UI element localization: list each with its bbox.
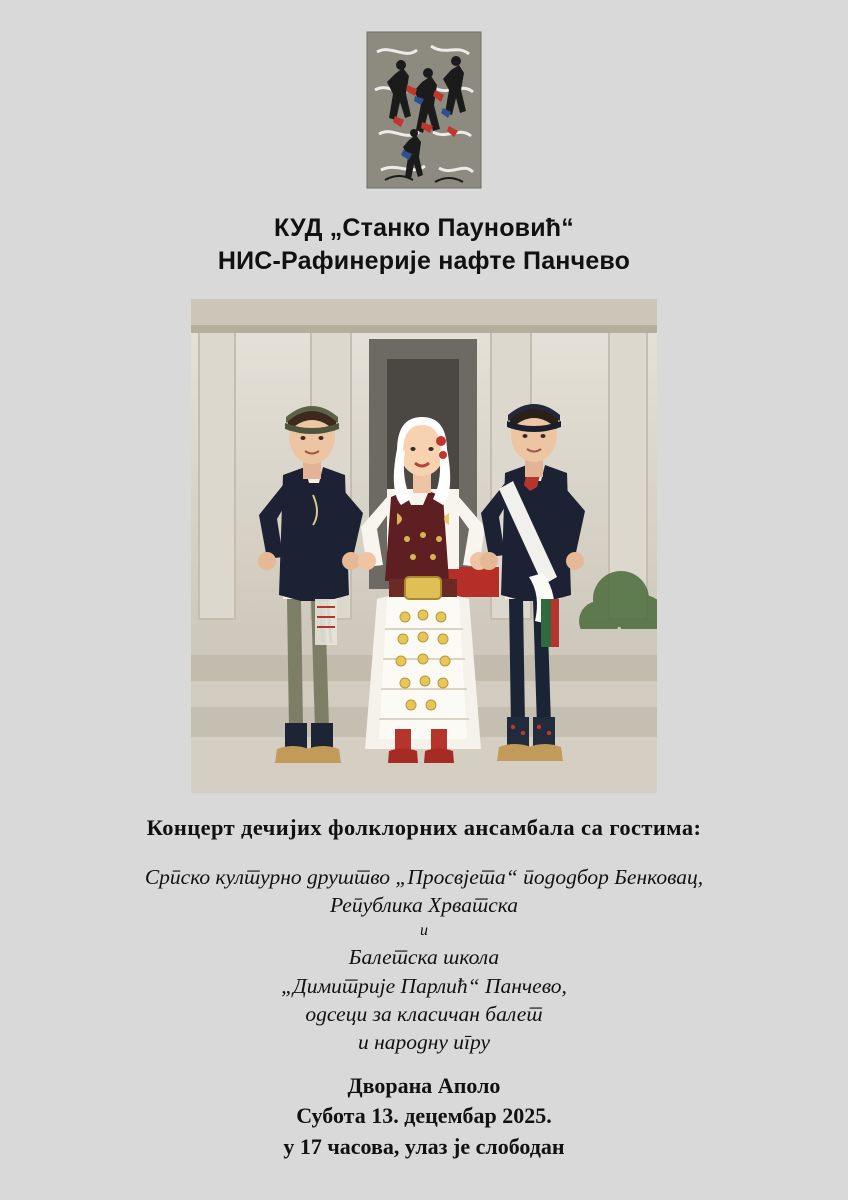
event-details — [283, 1071, 564, 1162]
logo-container — [365, 30, 483, 190]
folk-costume-photo — [191, 299, 657, 793]
guest-line-4: „Димитрије Парлић“ Панчево, — [281, 973, 567, 998]
concert-title: Концерт дечијих фолклорних ансамбала са гостима: — [146, 815, 702, 840]
guest-line-2: Република Хрватска — [329, 893, 519, 918]
guest-line-3: Балетска школа — [348, 945, 500, 970]
guest-line-5: одсеци за класичан балет — [305, 1002, 543, 1027]
guest-line-1: Српско културно друштво „Просвјета“ пододбор Бенковац, — [144, 865, 704, 889]
organization-title-line2: НИС-Рафинерије нафте Панчево — [217, 246, 631, 275]
guests-block — [145, 863, 703, 1057]
organization-title-line1: КУД „Станко Пауновић“ — [274, 214, 574, 242]
guest-conjunction: и — [419, 921, 428, 939]
event-time-entry: у 17 часова, улаз је слободан — [283, 1133, 565, 1159]
folk-dancers-emblem-icon — [365, 30, 483, 190]
organization-title — [218, 212, 630, 277]
guest-line-6: и народну игру — [357, 1030, 491, 1055]
event-venue: Дворана Аполо — [347, 1072, 501, 1098]
event-date: Субота 13. децембар 2025. — [296, 1103, 552, 1129]
folk-costume-photo-image — [191, 299, 657, 793]
